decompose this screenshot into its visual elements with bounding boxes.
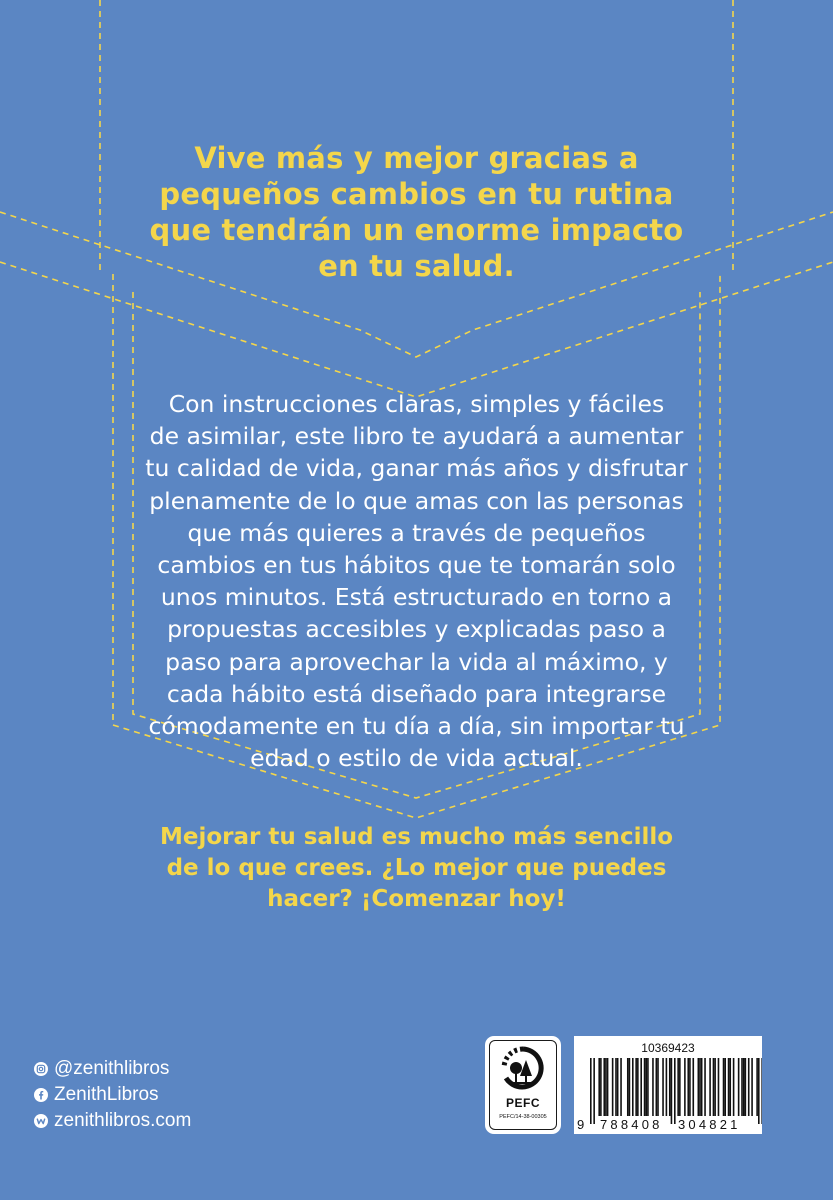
- barcode-bar: [698, 1058, 700, 1116]
- barcode-bar: [761, 1058, 762, 1124]
- instagram-icon: [34, 1062, 48, 1076]
- barcode-bar: [627, 1058, 629, 1116]
- pefc-label: PEFC: [505, 1096, 540, 1110]
- closing-line: de lo que crees. ¿Lo mejor que puedes: [166, 855, 667, 881]
- closing-line: Mejorar tu salud es mucho más sencillo: [159, 824, 674, 850]
- barcode-bar: [607, 1058, 609, 1116]
- barcode-bar: [620, 1058, 622, 1116]
- barcode-bar: [745, 1058, 747, 1116]
- barcode-bar: [684, 1058, 686, 1116]
- barcode-bar: [674, 1058, 676, 1124]
- barcode-bar: [598, 1058, 600, 1116]
- barcode-bar: [671, 1058, 673, 1124]
- barcode-bar: [605, 1058, 607, 1116]
- barcode-bar: [644, 1058, 646, 1116]
- barcode-bar: [748, 1058, 750, 1116]
- barcode-bar: [590, 1058, 592, 1124]
- barcode-bar: [723, 1058, 725, 1116]
- description-line: tu calidad de vida, ganar más años y disfrutar: [145, 454, 688, 483]
- barcode-bar: [699, 1058, 701, 1116]
- description-line: cada hábito está diseñado para integrarse: [166, 679, 667, 708]
- barcode-bar: [629, 1058, 631, 1116]
- headline-line: Vive más y mejor gracias a: [194, 141, 639, 175]
- description-line: unos minutos. Está estructurado en torno a: [160, 583, 673, 612]
- barcode-bar: [714, 1058, 716, 1116]
- barcode-bar: [677, 1058, 679, 1116]
- barcode-bar: [640, 1058, 642, 1116]
- closing-text: [140, 822, 693, 915]
- barcode-bar: [718, 1058, 720, 1116]
- barcode-bar: [635, 1058, 637, 1116]
- barcode-bar: [692, 1058, 694, 1116]
- social-instagram[interactable]: [34, 1056, 334, 1082]
- facebook-icon: [34, 1088, 48, 1102]
- barcode-bar: [743, 1058, 745, 1116]
- barcode-bar: [666, 1058, 668, 1116]
- headline-line: en tu salud.: [318, 249, 515, 283]
- barcode-bar: [657, 1058, 659, 1116]
- description-line: de asimilar, este libro te ayudará a aumentar: [149, 422, 684, 451]
- social-facebook[interactable]: [34, 1082, 334, 1108]
- headline-line: pequeños cambios en tu rutina: [159, 177, 674, 211]
- barcode-bar: [656, 1058, 658, 1116]
- headline-line: que tendrán un enorme impacto: [149, 213, 684, 247]
- barcode-bar: [617, 1058, 619, 1116]
- headline: [120, 140, 713, 284]
- social-instagram-label: @zenithlibros: [54, 1058, 170, 1079]
- barcode-bar: [632, 1058, 634, 1116]
- barcode-bar: [645, 1058, 647, 1116]
- barcode-bar: [652, 1058, 654, 1116]
- social-website-label: zenithlibros.com: [54, 1110, 192, 1131]
- web-icon: [34, 1114, 48, 1128]
- social-website[interactable]: [34, 1108, 334, 1134]
- social-links: [34, 1056, 334, 1134]
- isbn-left-group: 788408: [600, 1117, 663, 1132]
- description-line: plenamente de lo que amas con las personas: [149, 486, 684, 515]
- barcode-bar: [662, 1058, 664, 1116]
- barcode-bar: [679, 1058, 681, 1116]
- barcode-bar: [756, 1058, 758, 1116]
- barcode-bar: [669, 1058, 671, 1116]
- pefc-code: PEFC/14-38-00305: [499, 1114, 547, 1120]
- isbn-barcode: [574, 1036, 762, 1134]
- barcode-bar: [709, 1058, 711, 1116]
- barcode-bar: [704, 1058, 706, 1116]
- barcode-bar: [701, 1058, 703, 1116]
- description-line: cómodamente en tu día a día, sin importar tu: [148, 712, 685, 741]
- isbn-first-digit: 9: [577, 1117, 585, 1132]
- pefc-certification: [485, 1036, 561, 1134]
- description-line: propuestas accesibles y explicadas paso a: [167, 615, 666, 644]
- pefc-tree-icon: [498, 1046, 548, 1090]
- closing-line: hacer? ¡Comenzar hoy!: [267, 886, 566, 912]
- barcode-bar: [713, 1058, 715, 1116]
- barcode-bar: [593, 1058, 595, 1124]
- description-line: Con instrucciones claras, simples y fáciles: [168, 390, 665, 418]
- barcode-bar: [600, 1058, 602, 1116]
- barcode-bar: [687, 1058, 689, 1116]
- barcode-bar: [728, 1058, 730, 1116]
- isbn-right-group: 304821: [678, 1117, 741, 1132]
- barcode-bar: [603, 1058, 605, 1116]
- description-line: edad o estilo de vida actual.: [250, 744, 583, 773]
- barcode-bar: [751, 1058, 753, 1116]
- barcode-bar: [637, 1058, 639, 1116]
- social-facebook-label: ZenithLibros: [54, 1084, 159, 1105]
- barcode-bar: [647, 1058, 649, 1116]
- reference-number: 10369423: [641, 1041, 695, 1055]
- barcode-bar: [724, 1058, 726, 1116]
- barcode-bar: [758, 1058, 760, 1124]
- barcode-bar: [689, 1058, 691, 1116]
- description-line: que más quieres a través de pequeños: [187, 518, 646, 547]
- barcode-bar: [741, 1058, 743, 1116]
- description-text: [135, 388, 698, 774]
- barcode-bar: [615, 1058, 617, 1116]
- barcode-bar: [729, 1058, 731, 1116]
- barcode-bar: [738, 1058, 740, 1116]
- barcode-bar: [733, 1058, 735, 1116]
- description-line: cambios en tus hábitos que te tomarán solo: [157, 551, 676, 580]
- description-line: paso para aprovechar la vida al máximo, y: [165, 647, 668, 676]
- barcode-bar: [612, 1058, 614, 1116]
